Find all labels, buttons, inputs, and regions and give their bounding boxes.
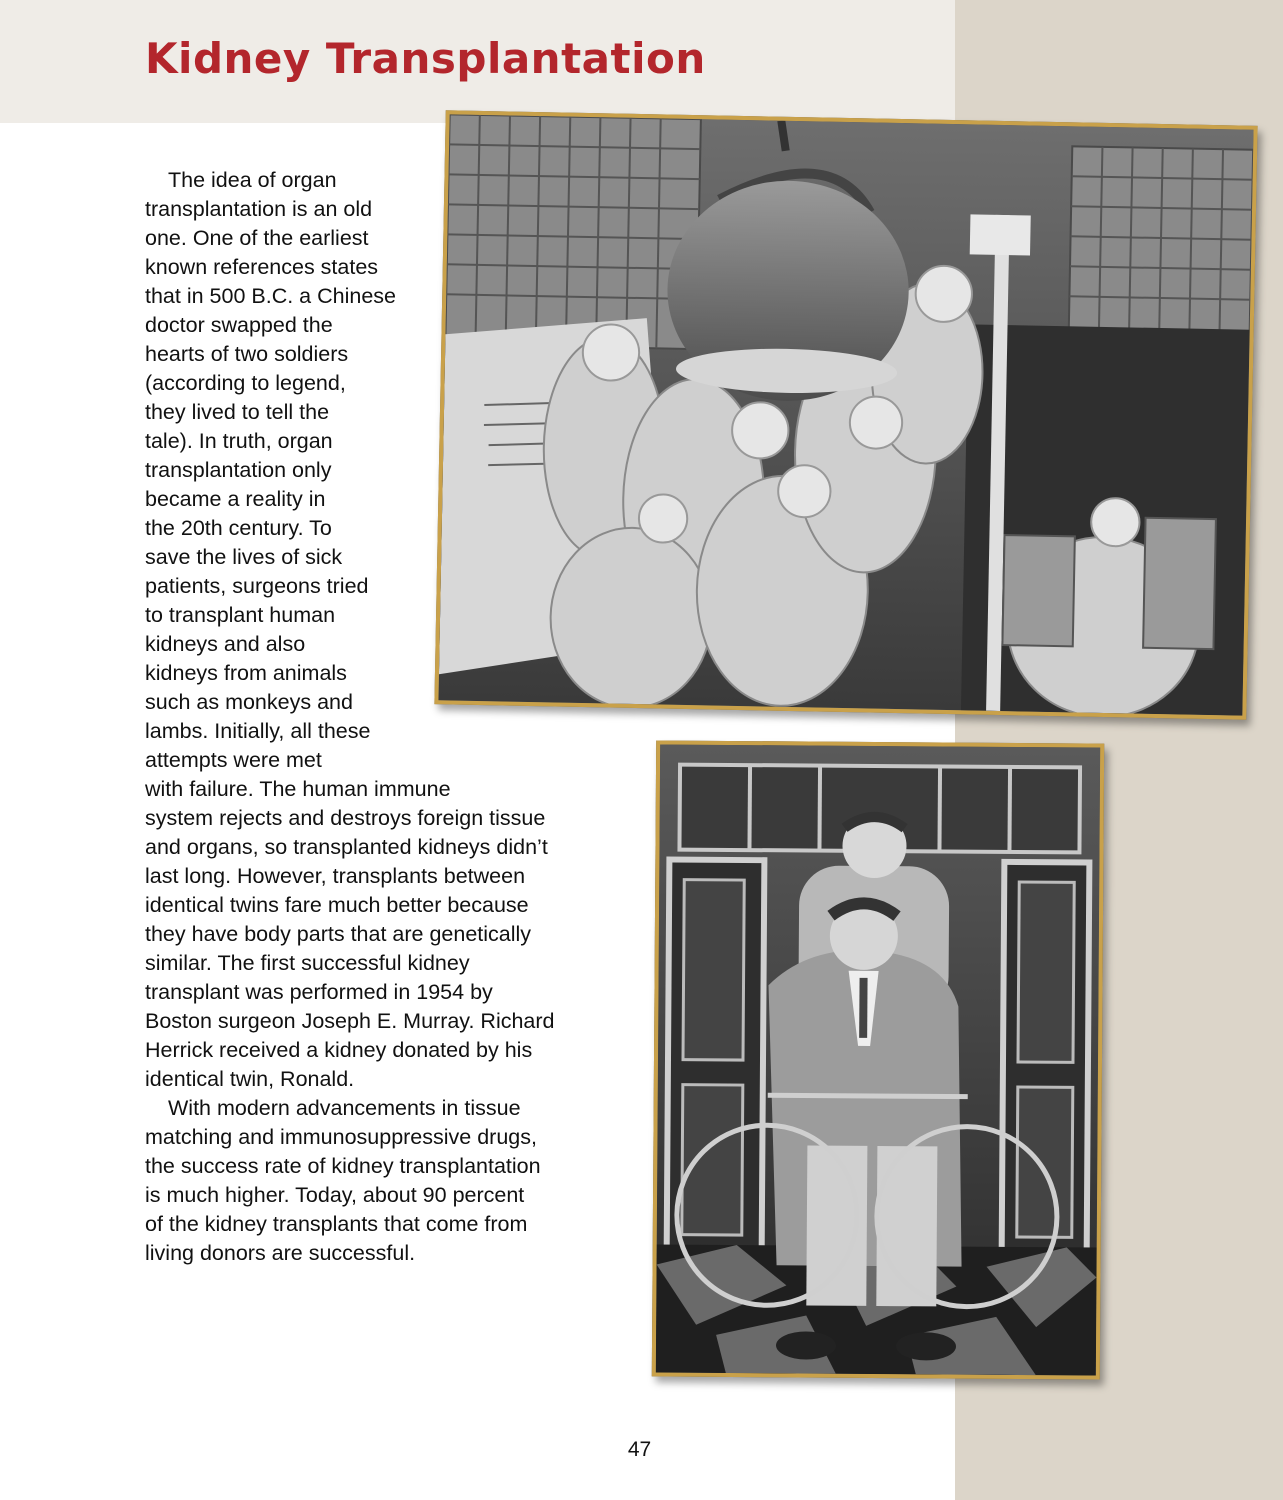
- body-line: to transplant human: [145, 603, 336, 627]
- body-line: is much higher. Today, about 90 percent: [145, 1183, 525, 1207]
- body-line: became a reality in: [145, 487, 326, 511]
- body-line: save the lives of sick: [145, 545, 343, 569]
- body-line: patients, surgeons tried: [145, 574, 369, 598]
- body-line: lambs. Initially, all these: [145, 719, 371, 743]
- body-line: With modern advancements in tissue: [168, 1096, 521, 1120]
- body-line: that in 500 B.C. a Chinese: [145, 284, 396, 308]
- body-line: last long. However, transplants between: [145, 864, 526, 888]
- page-title: Kidney Transplantation: [145, 34, 706, 83]
- body-line: The idea of organ: [168, 168, 337, 192]
- body-line: of the kidney transplants that come from: [145, 1212, 528, 1236]
- body-line: such as monkeys and: [145, 690, 353, 714]
- page-number: 47: [627, 1438, 652, 1461]
- body-line: (according to legend,: [145, 371, 346, 395]
- body-line: one. One of the earliest: [145, 226, 369, 250]
- body-line: transplant was performed in 1954 by: [145, 980, 493, 1004]
- body-line: with failure. The human immune: [145, 777, 451, 801]
- body-line: transplantation only: [145, 458, 332, 482]
- body-line: living donors are successful.: [145, 1241, 416, 1265]
- body-line: transplantation is an old: [145, 197, 373, 221]
- body-line: the 20th century. To: [145, 516, 332, 540]
- body-line: they have body parts that are genetically: [145, 922, 532, 946]
- body-line: tale). In truth, organ: [145, 429, 333, 453]
- body-line: hearts of two soldiers: [145, 342, 349, 366]
- wheelchair-photo: [652, 740, 1104, 1379]
- body-line: system rejects and destroys foreign tissue: [145, 806, 546, 830]
- body-line: attempts were met: [145, 748, 322, 772]
- body-line: kidneys and also: [145, 632, 306, 656]
- body-line: Herrick received a kidney donated by his: [145, 1038, 533, 1062]
- body-line: similar. The first successful kidney: [145, 951, 470, 975]
- body-line: identical twins fare much better because: [145, 893, 529, 917]
- body-line: matching and immunosuppressive drugs,: [145, 1125, 537, 1149]
- body-line: and organs, so transplanted kidneys didn’t: [145, 835, 548, 859]
- body-line: they lived to tell the: [145, 400, 330, 424]
- operating-room-photo: [434, 110, 1257, 719]
- body-line: identical twin, Ronald.: [145, 1067, 355, 1091]
- body-line: doctor swapped the: [145, 313, 333, 337]
- body-line: the success rate of kidney transplantation: [145, 1154, 541, 1178]
- body-line: Boston surgeon Joseph E. Murray. Richard: [145, 1009, 555, 1033]
- body-line: kidneys from animals: [145, 661, 347, 685]
- body-text: [145, 166, 555, 1268]
- body-line: known references states: [145, 255, 379, 279]
